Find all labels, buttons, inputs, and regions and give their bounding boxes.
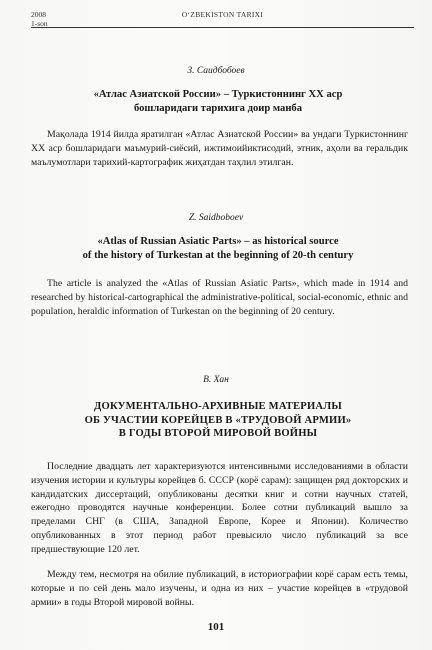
section3-title-line1: ДОКУМЕНТАЛЬНО-АРХИВНЫЕ МАТЕРИАЛЫ [94,401,342,412]
section3-author: В. Хан [203,375,229,385]
header-year: 2008 [31,10,46,19]
section1-author: З. Саидбобоев [187,66,245,76]
section3-title-line2: ОБ УЧАСТИИ КОРЕЙЦЕВ В «ТРУДОВОЙ АРМИИ» [84,414,352,426]
section2-title [34,235,402,262]
section2-author: Z. Saidboboev [188,213,244,223]
section2-title-line2: of the history of Turkestan at the beginning of 20-th century [82,249,354,261]
running-header [31,10,414,34]
section1-title-line1: «Атлас Азиатской России» – Туркистоннинг ХХ аср [93,89,343,100]
section3-title [40,400,396,441]
section1-title [40,88,396,115]
page-number: 101 [207,621,225,633]
section2-abstract: The article is analyzed the «Atlas of Russian Asiatic Parts», which made in 1914 and researched by historical-cartographical the administrative-political, social-economic, ethnic and population, heraldic information of Turkestan on the beginning of 20 century. [31,278,408,317]
section3-paragraph2: Между тем, несмотря на обилие публикаций, в историографии корё сарам есть темы, которые и по сей день мало изучены, и одна из них – участие корейцев в «трудовой армии» в годы Второй мировой войны. [31,569,408,608]
header-rule [31,27,414,28]
section3-paragraph1: Последние двадцать лет характеризуются интенсивными исследованиями в области изучения истории и культуры корейцев б. СССР (корё сарам): защищен ряд докторских и кандидатских диссертаций, опубликованы десятки книг и сотни научных статей, ежегодно проводятся научные конференции. Более сотни публикаций вышло за пределами СНГ (в США, Западной Европе, Корее и Японии). Количество опубликованных в этот период работ превысило число публикаций за все предшествующие 120 лет. [31,461,408,555]
section3-title-line3: В ГОДЫ ВТОРОЙ МИРОВОЙ ВОЙНЫ [118,428,318,439]
section1-title-line2: бошларидаги тарихига доир манба [133,102,303,114]
header-issue: 1-son [31,19,48,28]
header-journal-title: O‘ZBEKISTON TARIXI [181,10,264,19]
section2-title-line1: «Atlas of Russian Asiatic Parts» – as historical source [97,236,339,247]
section1-abstract: Мақолада 1914 йилда яратилган «Атлас Азиатской России» ва ундаги Туркистоннинг ХХ аср бошларидаги маъмурий-сиёсий, ижтимоийиктисодий, этник, аҳоли ва геральдик маълумотлари тарихий-картографик жиҳатдан таҳлил этилган. [31,129,408,168]
